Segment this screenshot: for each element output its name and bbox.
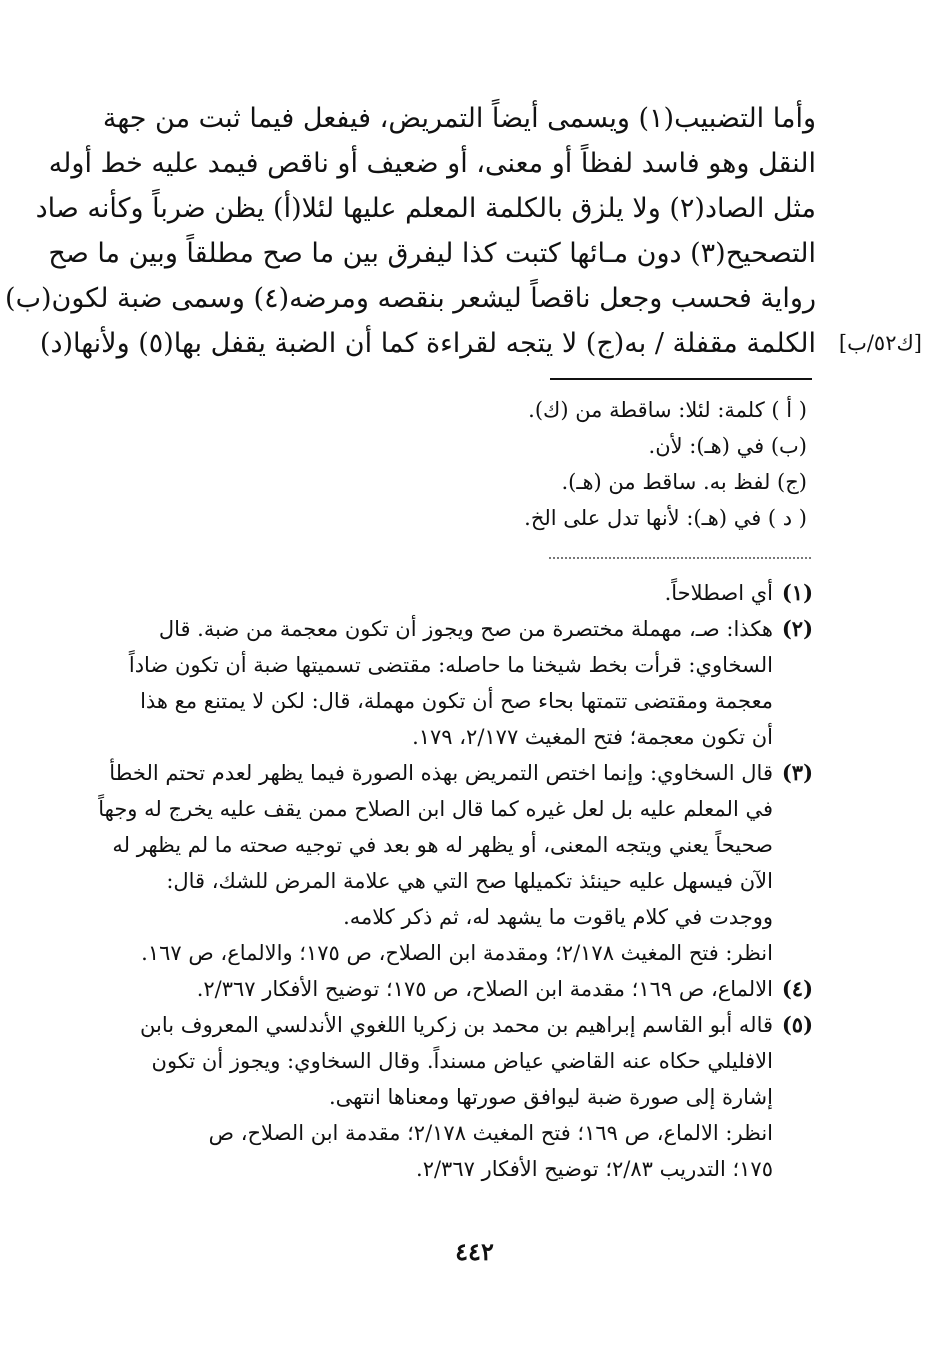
main-text-line: النقل وهو فاسد لفظاً أو معنى، أو ضعيف أو ناقص فيمد عليه خط أوله — [48, 148, 816, 179]
footnote-line: معجمة ومقتضى تتمتها بحاء صح أن تكون مهملة، قال: لكن لا يمتنع مع هذا — [140, 689, 773, 713]
footnotes — [98, 575, 813, 1187]
footnote-number: (٢) — [781, 616, 813, 641]
variant-note: ( د ) في (هـ): لأنها تدل على الخ. — [524, 506, 807, 530]
manuscript-variants — [307, 392, 807, 536]
main-text — [5, 96, 816, 366]
footnote-line: أن تكون معجمة؛ فتح المغيث ٢/١٧٧، ١٧٩. — [412, 725, 773, 749]
footnote-line: قال السخاوي: وإنما اختص التمريض بهذه الصورة فيما يظهر لعدم تحتم الخطأ — [109, 761, 773, 785]
footnote — [108, 575, 813, 611]
main-text-line: التصحيح(٣) دون مـائها كتبت كذا ليفرق بين ما صح مطلقاً وبين ما صح — [48, 238, 816, 269]
footnote-body — [98, 755, 773, 971]
main-text-line: رواية فحسب وجعل ناقصاً ليشعر بنقصه ومرضه(٤) وسمى ضبة لكون(ب) — [5, 283, 816, 314]
footnote — [108, 1007, 813, 1187]
page-number: ٤٤٢ — [455, 1237, 494, 1266]
footnote-line: انظر: الالماع، ص ١٦٩؛ فتح المغيث ٢/١٧٨؛ مقدمة ابن الصلاح، ص — [208, 1121, 773, 1145]
main-text-line: وأما التضبيب(١) ويسمى أيضاً التمريض، فيفعل فيما ثبت من جهة — [102, 103, 816, 134]
footnote-line: قاله أبو القاسم إبراهيم بن محمد بن زكريا اللغوي الأندلسي المعروف بابن — [140, 1013, 773, 1037]
footnote-number: (٤) — [781, 976, 813, 1001]
main-text-line: الكلمة مقفلة / به(ج) لا يتجه لقراءة كما أن الضبة يقفل بها(٥) ولأنها(د) — [39, 328, 816, 359]
footnote-number: (٣) — [781, 760, 813, 785]
footnote-number: (١) — [781, 580, 813, 605]
variant-note: (ج) لفظ به. ساقط من (هـ). — [561, 470, 807, 494]
footnote-line: السخاوي: قرأت بخط شيخنا ما حاصله: مقتضى تسميتها ضبة أن تكون ضاداً — [128, 653, 773, 677]
footnote-line: أي اصطلاحاً. — [664, 581, 773, 605]
footnote-body — [108, 575, 773, 611]
footnote-line: في المعلم عليه بل لعل غيره كما قال ابن الصلاح ممن يقف عليه يخرج له وجهاً — [98, 797, 773, 821]
dotted-separator — [549, 551, 811, 559]
footnote — [98, 755, 813, 971]
footnote-body — [108, 1007, 773, 1187]
footnote-line: الآن فيسهل عليه حينئذ تكميلها صح التي هي علامة المرض للشك، قال: — [166, 869, 773, 893]
main-text-line: مثل الصاد(٢) ولا يلزق بالكلمة المعلم عليها لئلا(أ) يظن ضرباً وكأنه صاد — [35, 193, 816, 224]
footnote-line: هكذا: صـ، مهملة مختصرة من صح ويجوز أن تكون معجمة من ضبة. قال — [158, 617, 773, 641]
footnote-line: ١٧٥؛ التدريب ٢/٨٣؛ توضيح الأفكار ٢/٣٦٧. — [416, 1157, 773, 1181]
footnote — [108, 611, 813, 755]
footnote-line: صحيحاً يعني ويتجه المعنى، أو يظهر له هو بعد في توجيه صحته ما لم يظهر له — [112, 833, 773, 857]
footnote-body — [108, 611, 773, 755]
footnote-line: إشارة إلى صورة ضبة ليوافق صورتها ومعناها انتهى. — [328, 1085, 773, 1109]
footnote-body — [108, 971, 773, 1007]
footnote-line: انظر: فتح المغيث ٢/١٧٨؛ ومقدمة ابن الصلاح، ص ١٧٥؛ والالماع، ص ١٦٧. — [141, 941, 773, 965]
manuscript-folio-reference: [ك٥٢/ب] — [838, 331, 922, 355]
variant-note: ( أ ) كلمة: لئلا: ساقطة من (ك). — [528, 398, 807, 422]
footnote-line: الالماع، ص ١٦٩؛ مقدمة ابن الصلاح، ص ١٧٥؛ توضيح الأفكار ٢/٣٦٧. — [196, 977, 773, 1001]
footnote-line: الافليلي حكاه عنه القاضي عياض مسنداً. وقال السخاوي: ويجوز أن تكون — [151, 1049, 773, 1073]
variant-note: (ب) في (هـ): لأن. — [648, 434, 807, 458]
footnote-number: (٥) — [781, 1012, 813, 1037]
footnote — [108, 971, 813, 1007]
footnote-line: ووجدت في كلام ياقوت ما يشهد له، ثم ذكر كلامه. — [343, 905, 773, 929]
footnote-separator-rule — [550, 378, 812, 380]
